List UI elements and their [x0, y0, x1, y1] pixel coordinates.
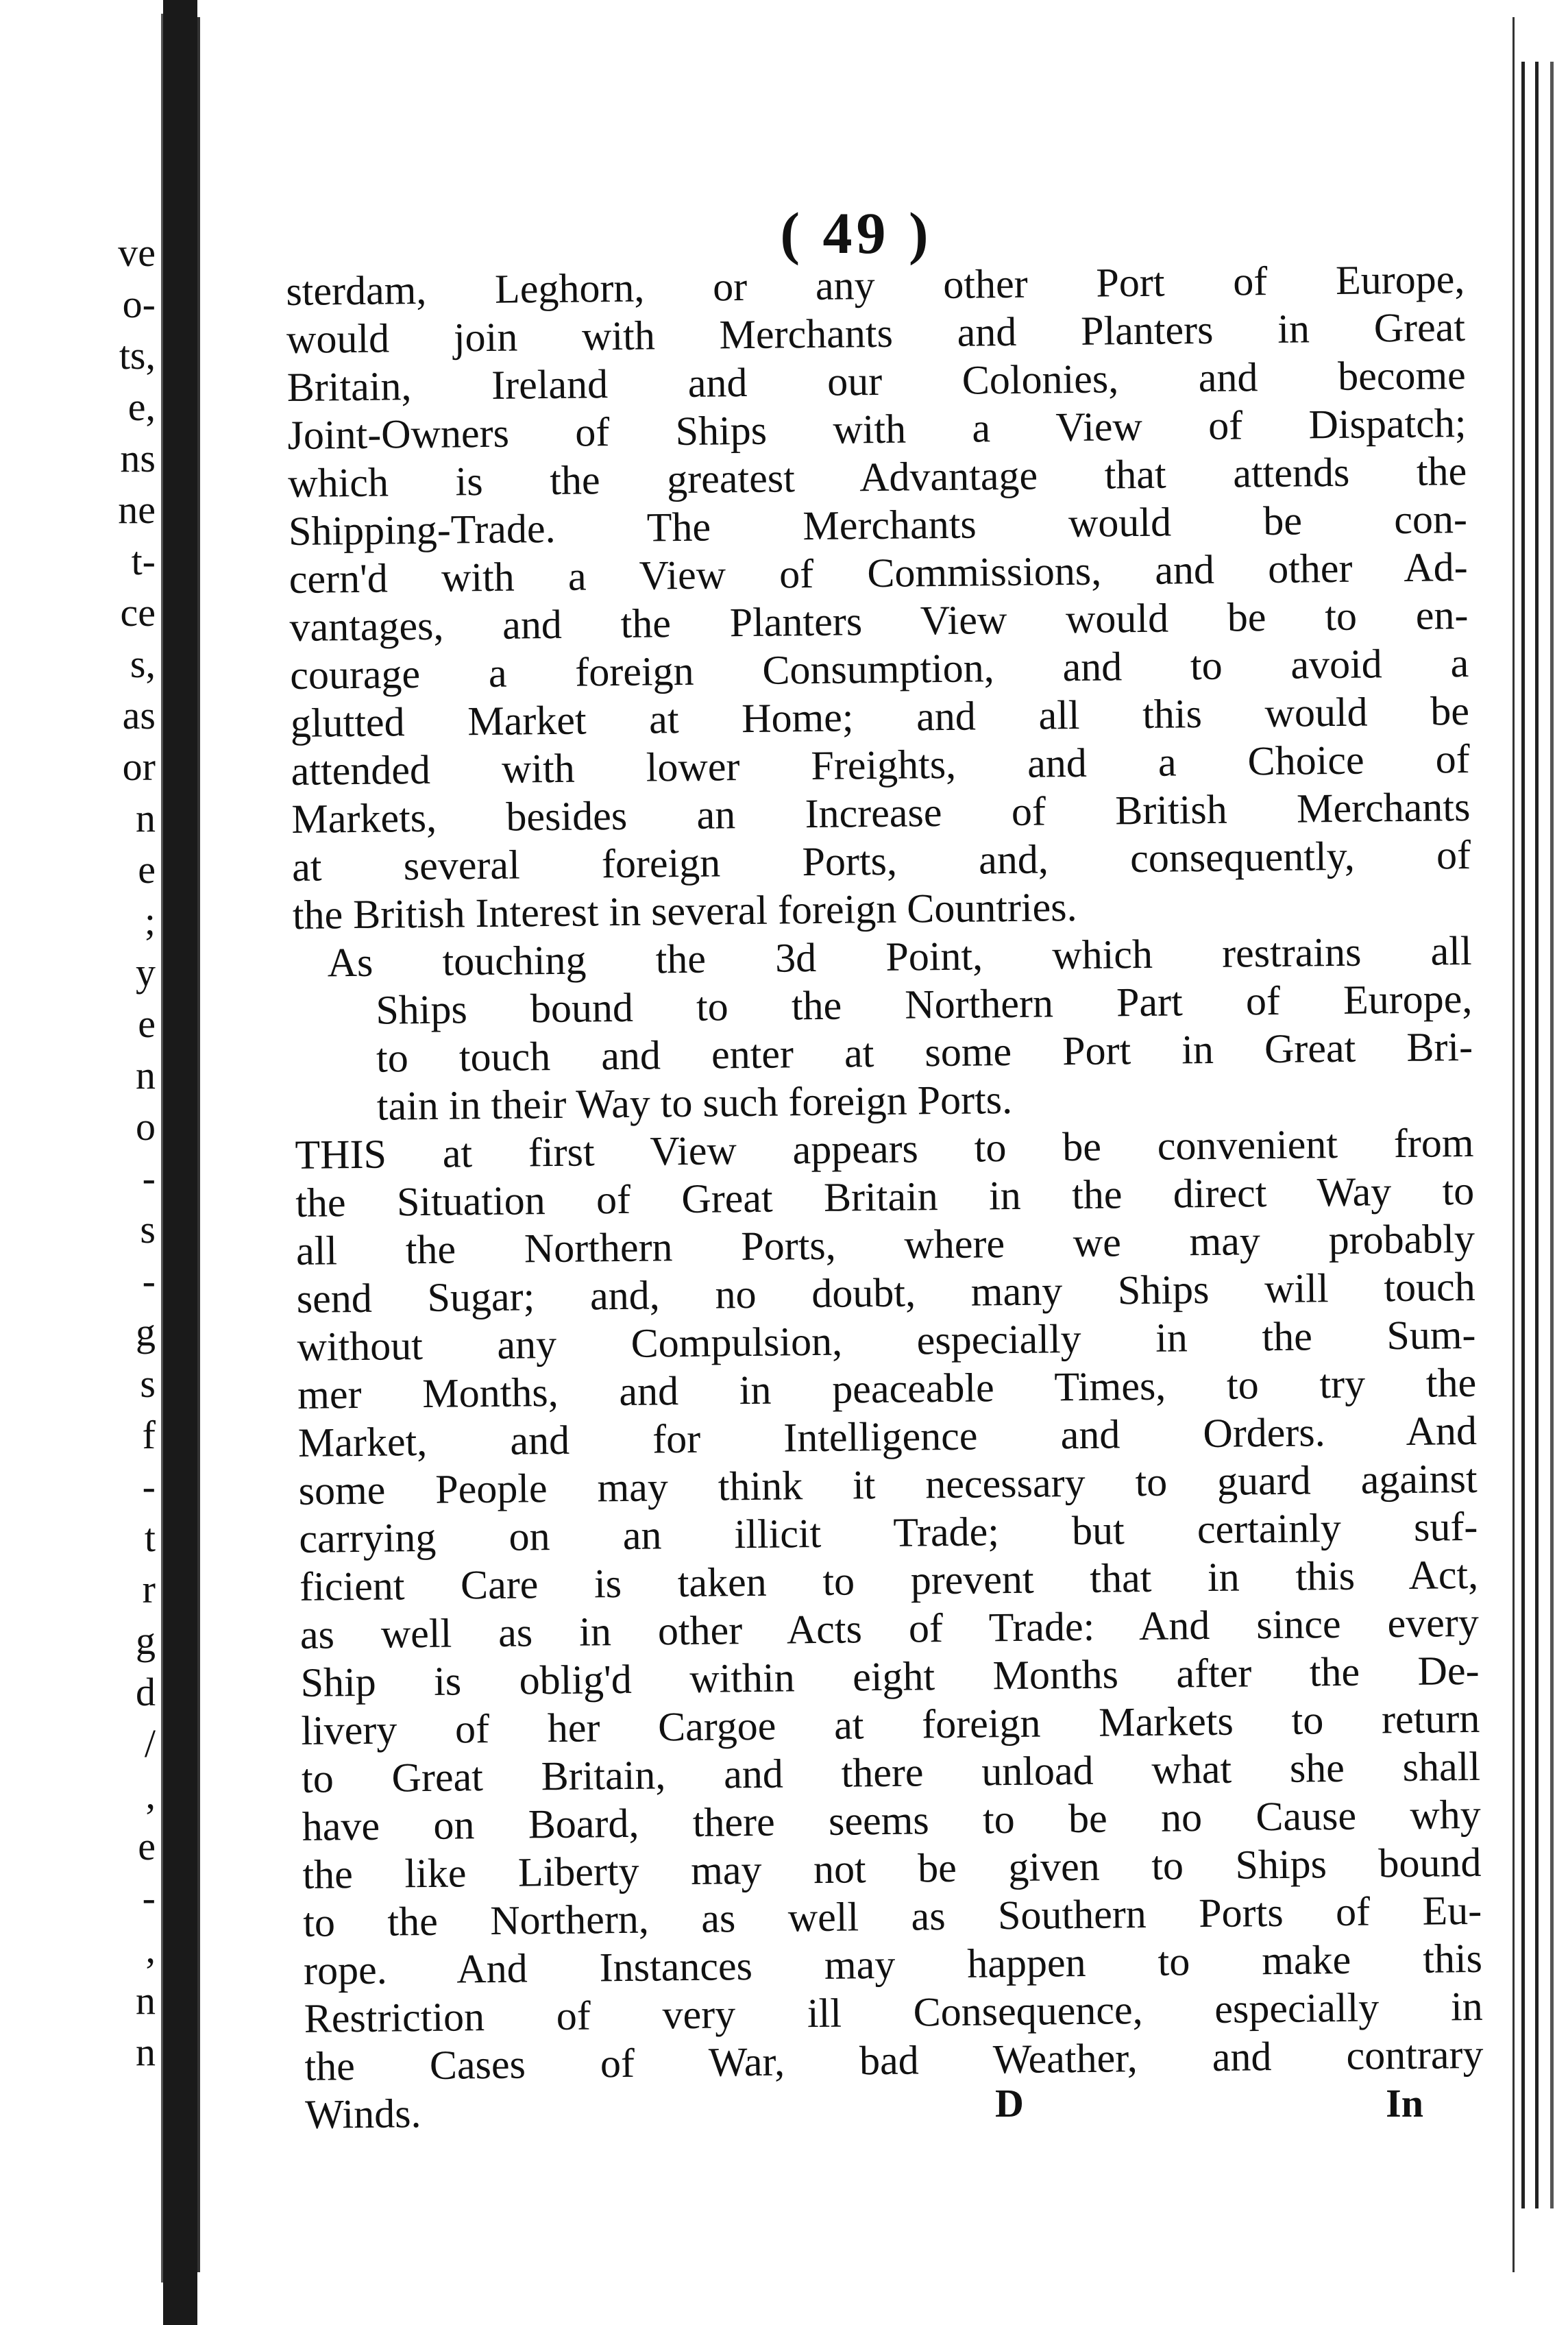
- text-line: Winds.: [304, 2091, 421, 2137]
- text-line: mer Months, and in peaceable Times, to try the: [297, 1359, 1477, 1417]
- text-line: to the Northern, as well as Southern Ports of Eu-: [302, 1887, 1482, 1945]
- text-line: Restriction of very ill Consequence, especially in: [304, 1983, 1484, 2041]
- left-page-text-fragment: or: [122, 744, 156, 789]
- previous-page-fragment: [0, 14, 163, 2283]
- text-line: ficient Care is taken to prevent that in this Act,: [299, 1551, 1479, 1609]
- left-page-text-fragment: g: [136, 1618, 156, 1663]
- left-page-text-fragment: g: [136, 1310, 156, 1354]
- text-line: THIS at first View appears to be convenient from: [295, 1119, 1474, 1178]
- text-line: without any Compulsion, especially in the Sum-: [297, 1311, 1476, 1370]
- paragraph-p2: [293, 927, 1473, 1131]
- left-page-text-fragment: -: [142, 1156, 156, 1200]
- left-page-text-fragment: o: [136, 1104, 156, 1149]
- text-line: cern'd with a View of Commissions, and other Ad-: [289, 544, 1469, 602]
- left-page-text-fragment: s,: [130, 642, 156, 686]
- left-page-text-fragment: f: [142, 1413, 156, 1457]
- left-page-text-fragment: ,: [145, 1927, 156, 1971]
- left-page-text-fragment: t: [144, 1515, 156, 1560]
- text-line: Joint-Owners of Ships with a View of Dispatch;: [287, 400, 1467, 458]
- left-page-text-fragment: s: [140, 1207, 156, 1252]
- text-line: rope. And Instances may happen to make this: [303, 1935, 1483, 1993]
- left-page-text-fragment: n: [136, 1053, 156, 1097]
- paragraph-p1: [286, 255, 1471, 939]
- book-page: [197, 17, 1515, 2272]
- page-edge-line: [1521, 62, 1525, 2208]
- left-page-text-fragment: e: [138, 1824, 156, 1868]
- text-line: Market, and for Intelligence and Orders. And: [297, 1407, 1478, 1465]
- page-body: [286, 255, 1484, 2139]
- left-page-text-fragment: -: [142, 1464, 156, 1509]
- text-line: have on Board, there seems to be no Cause why: [302, 1791, 1482, 1849]
- left-page-text-fragment: y: [136, 950, 156, 995]
- text-line: Ship is oblig'd within eight Months after the De-: [300, 1647, 1480, 1705]
- left-page-text-fragment: s: [140, 1361, 156, 1406]
- left-page-text-fragment: ne: [118, 487, 156, 532]
- left-page-text-fragment: n: [136, 796, 156, 840]
- text-line: the Situation of Great Britain in the direct Way to: [295, 1167, 1475, 1226]
- page-number: ( 49 ): [780, 200, 933, 266]
- text-line: sterdam, Leghorn, or any other Port of Europe,: [286, 256, 1465, 314]
- text-line: courage a foreign Consumption, and to avoid a: [289, 640, 1469, 698]
- left-page-text-fragment: e: [138, 847, 156, 892]
- text-line: As touching the 3d Point, which restrains all: [327, 927, 1472, 986]
- paragraph-p3: [295, 1119, 1484, 2139]
- text-line: to Great Britain, and there unload what she shall: [301, 1743, 1481, 1801]
- text-line: attended with lower Freights, and a Choice of: [291, 735, 1470, 794]
- page-footer: [286, 2080, 1423, 2135]
- text-line: would join with Merchants and Planters in Great: [286, 304, 1466, 362]
- text-line: glutted Market at Home; and all this would be: [290, 687, 1470, 746]
- left-page-text-fragment: e: [138, 1001, 156, 1046]
- left-page-text-fragment: -: [142, 1258, 156, 1303]
- text-line: vantages, and the Planters View would be to en-: [289, 592, 1469, 650]
- scanner-gutter: [163, 0, 197, 2325]
- left-page-text-fragment: ;: [144, 899, 156, 943]
- catchword: In: [1386, 2081, 1423, 2126]
- left-page-text-fragment: ce: [120, 590, 156, 635]
- left-page-text-fragment: n: [136, 1978, 156, 2023]
- page-edge-line: [1535, 62, 1539, 2208]
- left-page-text-fragment: /: [144, 1721, 156, 1766]
- text-line: to touch and enter at some Port in Great Bri-: [376, 1023, 1473, 1081]
- text-line: carrying on an illicit Trade; but certainly suf-: [299, 1503, 1478, 1561]
- left-page-text-fragment: ts,: [119, 333, 156, 378]
- left-page-text-fragment: as: [122, 693, 156, 738]
- text-line: the British Interest in several foreign Countries.: [292, 884, 1077, 938]
- left-page-text-fragment: e,: [127, 385, 156, 429]
- text-line: Britain, Ireland and our Colonies, and become: [286, 352, 1467, 410]
- signature-mark: D: [995, 2081, 1024, 2126]
- left-page-text-fragment: -: [142, 1875, 156, 1920]
- text-line: the like Liberty may not be given to Ships bound: [302, 1839, 1482, 1897]
- text-line: send Sugar; and, no doubt, many Ships will touch: [296, 1263, 1476, 1322]
- left-page-text-fragment: d: [136, 1670, 156, 1714]
- left-page-text-fragment: ve: [118, 230, 156, 275]
- text-line: Markets, besides an Increase of British Merchants: [291, 783, 1471, 842]
- right-page-edge: [1515, 0, 1568, 2325]
- left-page-text-fragment: ,: [145, 1773, 156, 1817]
- page-edge-line: [1550, 62, 1554, 2208]
- text-line: tain in their Way to such foreign Ports.: [376, 1076, 1013, 1129]
- text-line: some People may think it necessary to guard against: [298, 1455, 1478, 1513]
- left-page-text-fragment: n: [136, 2030, 156, 2074]
- left-page-text-fragment: t-: [131, 539, 156, 583]
- text-line: as well as in other Acts of Trade: And since every: [299, 1599, 1480, 1657]
- text-line: Shipping-Trade. The Merchants would be con-: [288, 496, 1468, 554]
- left-page-text-fragment: o-: [122, 282, 156, 326]
- text-line: which is the greatest Advantage that attends the: [287, 448, 1467, 506]
- text-line: livery of her Cargoe at foreign Markets to return: [301, 1695, 1480, 1753]
- text-line: Ships bound to the Northern Part of Europe,: [376, 975, 1473, 1033]
- text-line: the Cases of War, bad Weather, and contrary: [304, 2031, 1484, 2089]
- text-line: at several foreign Ports, and, consequently, of: [291, 831, 1471, 890]
- text-line: all the Northern Ports, where we may probably: [295, 1215, 1475, 1274]
- left-page-text-fragment: r: [142, 1567, 156, 1611]
- left-page-text-fragment: ns: [120, 436, 156, 480]
